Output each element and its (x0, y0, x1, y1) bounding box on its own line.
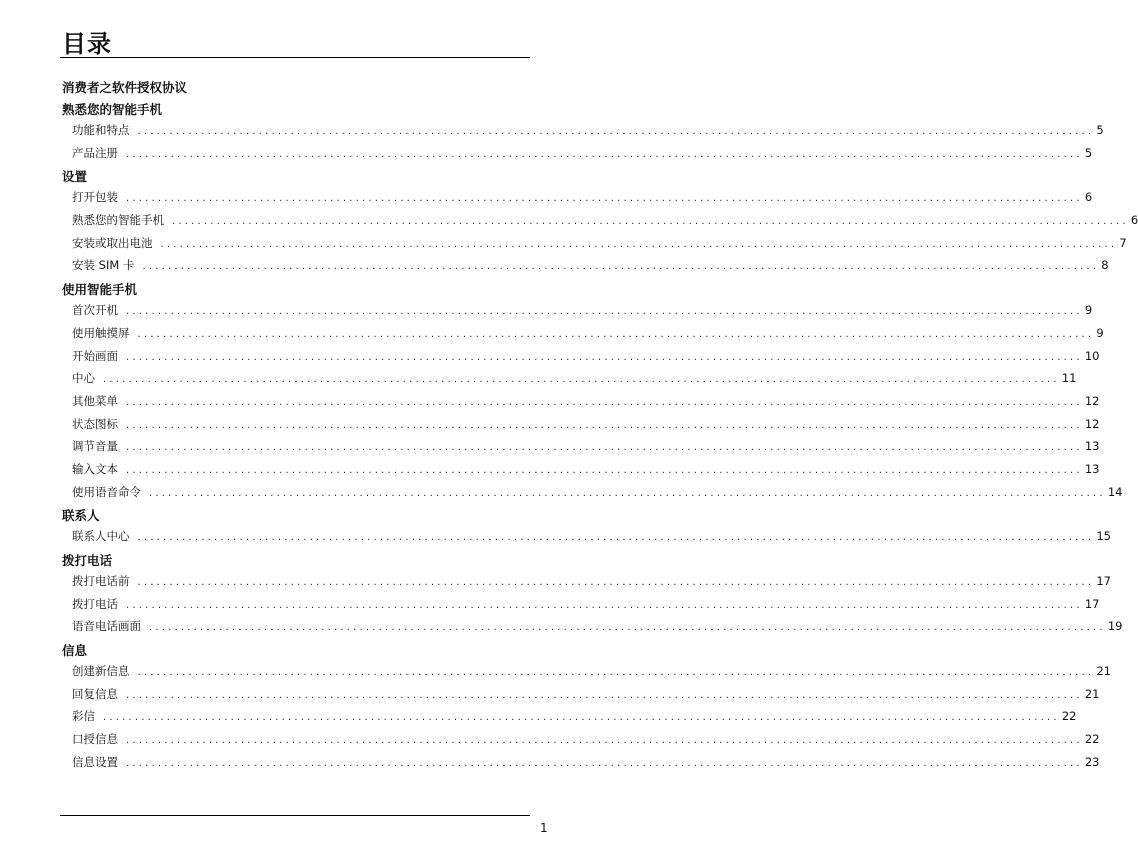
toc-dot-leader: ...................................................................................................................................................... (160, 238, 1118, 250)
toc-entry-page: 15 (1096, 529, 1111, 544)
toc-dot-leader: ...................................................................................................................................................... (126, 396, 1083, 408)
toc-dot-leader: ...................................................................................................................................................... (137, 667, 1095, 679)
toc-dot-leader: ...................................................................................................................................................... (142, 261, 1100, 273)
toc-entry[interactable] (62, 345, 1100, 368)
toc-entry[interactable] (62, 186, 1093, 209)
toc-entry-page: 7 (1119, 235, 1127, 250)
toc-dot-leader: ...................................................................................................................................................... (126, 306, 1083, 318)
toc-entry-page: 12 (1084, 393, 1100, 408)
toc-entry-label: 打开包装 (72, 190, 118, 205)
toc-entry-page: 17 (1084, 596, 1100, 611)
toc-section-heading[interactable]: 使用智能手机 (62, 282, 138, 298)
toc-entry[interactable] (62, 435, 1100, 458)
toc-entry-page: 21 (1084, 686, 1100, 701)
toc-entry-page: 21 (1096, 664, 1111, 679)
toc-entry[interactable] (62, 705, 1077, 728)
toc-entry-label: 拨打电话 (72, 596, 118, 611)
toc-section-heading[interactable]: 信息 (62, 643, 88, 659)
toc-dot-leader: ...................................................................................................................................................... (137, 577, 1095, 588)
toc-dot-leader: ...................................................................................................................................................... (126, 193, 1083, 205)
toc-entry[interactable] (62, 525, 1111, 548)
toc-entry-label: 口授信息 (72, 732, 118, 747)
toc-entry-label: 联系人中心 (72, 529, 130, 544)
toc-dot-leader: ...................................................................................................................................................... (126, 735, 1083, 747)
toc-entry-label: 彩信 (72, 709, 95, 724)
toc-dot-leader: ...................................................................................................................................................... (126, 464, 1083, 476)
toc-entry-label: 信息设置 (72, 754, 118, 769)
toc-entry-page: 5 (1096, 123, 1104, 137)
toc-entry-label: 输入文本 (72, 461, 118, 476)
toc-entry-label: 使用触摸屏 (72, 325, 130, 340)
toc-dot-leader: ...................................................................................................................................................... (137, 532, 1095, 544)
toc-entry[interactable] (62, 390, 1100, 413)
toc-entry-label: 首次开机 (72, 303, 118, 318)
toc-entry[interactable] (62, 322, 1104, 345)
toc-dot-leader: ...................................................................................................................................................... (126, 599, 1083, 611)
toc-entry-label: 产品注册 (72, 145, 118, 160)
toc-entry-label: 安装或取出电池 (72, 235, 153, 250)
toc-entry-label: 熟悉您的智能手机 (72, 213, 164, 228)
toc-dot-leader: ...................................................................................................................................................... (126, 757, 1083, 769)
toc-entry-page: 17 (1096, 574, 1111, 588)
toc-entry-label: 其他菜单 (72, 393, 118, 408)
toc-entry-page: 19 (1107, 619, 1123, 634)
toc-entry-page: 14 (1107, 484, 1123, 499)
toc-entry[interactable] (62, 142, 1093, 165)
toc-entry[interactable] (62, 570, 1111, 593)
toc-section-heading[interactable]: 设置 (62, 169, 88, 185)
toc-entry-label: 功能和特点 (72, 123, 130, 137)
toc-entry-label: 调节音量 (72, 439, 118, 454)
toc-entry-page: 6 (1130, 213, 1138, 228)
toc-dot-leader: ...................................................................................................................................................... (137, 328, 1095, 340)
toc-entry-label: 安装 SIM 卡 (72, 258, 135, 273)
toc-entry-page: 6 (1084, 190, 1093, 205)
toc-entry[interactable] (62, 593, 1100, 616)
toc-entry-page: 22 (1061, 709, 1077, 724)
toc-entry-label: 创建新信息 (72, 664, 130, 679)
toc-entry[interactable] (62, 119, 1104, 142)
toc-entry[interactable] (62, 481, 1123, 504)
toc-entry[interactable] (62, 209, 1138, 232)
toc-dot-leader: ...................................................................................................................................................... (103, 374, 1060, 386)
toc-entry-page: 22 (1084, 732, 1100, 747)
toc-entry-page: 9 (1084, 303, 1093, 318)
toc-section-heading[interactable]: 消费者之软件授权协议 (62, 80, 188, 95)
toc-dot-leader: ...................................................................................................................................................... (126, 351, 1083, 363)
toc-entry[interactable] (62, 751, 1100, 774)
toc-dot-leader: ...................................................................................................................................................... (126, 419, 1083, 431)
toc-section-heading[interactable]: 拨打电话 (62, 553, 113, 568)
toc-dot-leader: ...................................................................................................................................................... (126, 442, 1083, 454)
page-title: 目录 (62, 30, 112, 58)
toc-entry-label: 中心 (72, 371, 95, 386)
toc-entry-label: 使用语音命令 (72, 484, 141, 499)
toc-entry-label: 状态图标 (72, 416, 118, 431)
toc-dot-leader: ...................................................................................................................................................... (137, 126, 1095, 137)
toc-dot-leader: ...................................................................................................................................................... (172, 216, 1129, 228)
toc-entry[interactable] (62, 232, 1127, 255)
toc-entry-label: 拨打电话前 (72, 574, 130, 588)
toc-entry-page: 13 (1084, 439, 1100, 454)
toc-entry-page: 8 (1101, 258, 1109, 273)
toc-dot-leader: ...................................................................................................................................................... (103, 712, 1060, 724)
toc-entry[interactable] (62, 728, 1100, 751)
toc-entry[interactable] (62, 367, 1077, 390)
toc-entry-page: 11 (1061, 371, 1077, 386)
toc-dot-leader: ...................................................................................................................................................... (126, 148, 1083, 160)
toc-entry-page: 10 (1084, 348, 1100, 363)
toc-entry-page: 23 (1084, 754, 1100, 769)
toc-entry-page: 12 (1084, 416, 1100, 431)
toc-entry[interactable] (62, 299, 1093, 322)
toc-section-heading[interactable]: 联系人 (62, 508, 100, 524)
toc-entry[interactable] (62, 254, 1109, 277)
toc-entry-label: 回复信息 (72, 686, 118, 701)
toc-dot-leader: ...................................................................................................................................................... (126, 689, 1083, 701)
toc-entry-label: 开始画面 (72, 348, 118, 363)
title-divider (60, 57, 530, 58)
toc-dot-leader: ...................................................................................................................................................... (149, 622, 1106, 634)
toc-dot-leader: ...................................................................................................................................................... (149, 487, 1106, 499)
toc-entry[interactable] (62, 458, 1100, 481)
page-number: 1 (540, 821, 548, 835)
toc-section-heading[interactable]: 熟悉您的智能手机 (62, 102, 163, 117)
toc-entry[interactable] (62, 660, 1111, 683)
toc-entry[interactable] (62, 413, 1100, 436)
toc-entry[interactable] (62, 615, 1123, 638)
toc-entry-page: 9 (1096, 325, 1104, 340)
table-of-contents (62, 78, 1138, 774)
toc-entry-label: 语音电话画面 (72, 619, 141, 634)
toc-entry-page: 5 (1084, 145, 1093, 160)
footer-divider (60, 815, 530, 816)
toc-entry-page: 13 (1084, 461, 1100, 476)
toc-entry[interactable] (62, 683, 1100, 706)
